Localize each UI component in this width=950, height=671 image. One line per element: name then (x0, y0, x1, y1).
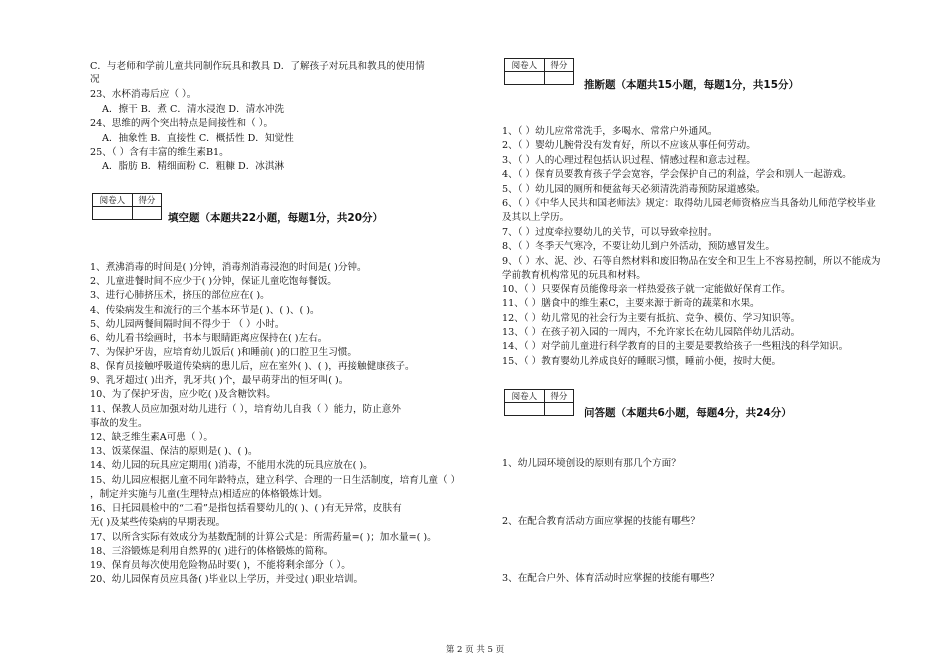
question-line: 24、思维的两个突出特点是间接性和（ ）。 (90, 118, 274, 129)
score-label: 得分 (544, 390, 573, 403)
question-option-line: A．擦干 B．煮 C．清水浸泡 D．清水冲洗 (102, 104, 285, 115)
fill-question: 19、保育员每次使用危险物品时要( )，不能将剩余部分（ ）。 (90, 560, 351, 571)
judgment-question: 15、（ ）教育婴幼儿养成良好的睡眠习惯，睡前小便，按时大便。 (502, 356, 782, 367)
page-number-footer: 第 2 页 共 5 页 (445, 645, 505, 655)
score-label: 得分 (544, 59, 573, 72)
fill-question-continued: 无( )及某些传染病的早期表现。 (90, 517, 226, 528)
fill-question: 12、缺乏维生素A可患（ ）。 (90, 432, 213, 443)
essay-question: 1、幼儿园环境创设的原则有那几个方面？ (502, 458, 681, 469)
section-title-fill-in: 填空题（本题共22小题，每题1分，共20分） (168, 212, 384, 224)
judgment-question: 11、（ ）膳食中的维生素C，主要来源于新奇的蔬菜和水果。 (502, 298, 760, 309)
section-title-essay: 问答题（本题共6小题，每题4分，共24分） (584, 407, 792, 419)
essay-question: 2、在配合教育活动方面应掌握的技能有哪些？ (502, 516, 700, 527)
reviewer-cell[interactable] (505, 72, 545, 85)
fill-question: 1、煮沸消毒的时间是( )分钟，消毒剂消毒浸泡的时间是( )分钟。 (90, 262, 367, 273)
fill-question: 20、幼儿园保育员应具备( )毕业以上学历，并受过( )职业培训。 (90, 574, 364, 585)
judgment-question: 12、（ ）幼儿常见的社会行为主要有抵抗、竞争、模仿、学习知识等。 (502, 313, 801, 324)
reviewer-cell[interactable] (93, 207, 133, 220)
question-line: 25、（ ）含有丰富的维生素B1。 (90, 147, 229, 158)
question-option-line: A．脂肪 B．精细面粉 C．粗糠 D．冰淇淋 (102, 161, 285, 172)
judgment-question: 6、（ ）《中华人民共和国老师法》规定：取得幼儿园老师资格应当具备幼儿师范学校毕业 (502, 198, 876, 209)
fill-question: 9、乳牙超过( )出齐，乳牙共( )个，最早萌芽出的恒牙叫( )。 (90, 375, 349, 386)
fill-question-continued: 事故的发生。 (90, 418, 148, 429)
fill-question: 6、幼儿看书绘画时，书本与眼睛距离应保持在( )左右。 (90, 333, 328, 344)
judgment-question: 13、（ ）在孩子初入园的一周内，不允许家长在幼儿园陪伴幼儿活动。 (502, 327, 801, 338)
fill-question: 7、为保护牙齿，应培育幼儿饭后( )和睡前( )的口腔卫生习惯。 (90, 347, 358, 358)
question-option-line: C．与老师和学前儿童共同制作玩具和教具 D．了解孩子对玩具和教具的使用情 (90, 61, 425, 72)
question-option-line: 况 (90, 74, 100, 85)
score-box (92, 193, 162, 220)
fill-question-continued: ，制定并实施与儿童(生理特点)相适应的体格锻炼计划。 (90, 489, 328, 500)
fill-question: 8、保育员接触呼吸道传染病的患儿后，应在室外( )、( )，再接触健康孩子。 (90, 361, 415, 372)
score-cell[interactable] (544, 403, 573, 416)
fill-question: 4、传染病发生和流行的三个基本环节是( )、( )、( )。 (90, 305, 320, 316)
judgment-question: 10、（ ）只要保育员能像母亲一样热爱孩子就一定能做好保育工作。 (502, 284, 791, 295)
judgment-question: 14、（ ）对学前儿童进行科学教育的目的主要是要教给孩子一些粗浅的科学知识。 (502, 341, 849, 352)
fill-question: 2、儿童进餐时间不应少于( )分钟，保证儿童吃饱每餐饭。 (90, 276, 337, 287)
score-box (504, 58, 574, 85)
fill-question: 15、幼儿园应根据儿童不同年龄特点，建立科学、合理的一日生活制度，培育儿童（ ） (90, 475, 461, 486)
judgment-question: 7、（ ）过度牵拉婴幼儿的关节，可以导致牵拉肘。 (502, 227, 718, 238)
fill-question: 16、日托园晨检中的“二看”是指包括看婴幼儿的( )、( )有无异常，皮肤有 (90, 503, 402, 514)
judgment-question: 9、（ ）水、泥、沙、石等自然材料和废旧物品在安全和卫生上不容易控制，所以不能成为 (502, 256, 881, 267)
fill-question: 5、幼儿园两餐间隔时间不得少于 （ ）小时。 (90, 319, 285, 330)
reviewer-label: 阅卷人 (505, 390, 545, 403)
reviewer-cell[interactable] (505, 403, 545, 416)
judgment-question: 3、（ ）人的心理过程包括认识过程、情感过程和意志过程。 (502, 155, 756, 166)
judgment-question: 4、（ ）保育员要教育孩子学会宽容，学会保护自己的利益，学会和别人一起游戏。 (502, 169, 852, 180)
question-line: 23、水杯消毒后应（ ）。 (90, 89, 197, 100)
reviewer-label: 阅卷人 (505, 59, 545, 72)
judgment-question-continued: 学前教育机构常见的玩具和材料。 (502, 270, 646, 281)
fill-question: 13、饭菜保温、保洁的原则是( )、( )。 (90, 446, 258, 457)
score-box (504, 389, 574, 416)
judgment-question: 2、（ ）婴幼儿腕骨没有发育好，所以不应该从事任何劳动。 (502, 140, 756, 151)
reviewer-label: 阅卷人 (93, 194, 133, 207)
fill-question: 3、进行心肺挤压术，挤压的部位应在( )。 (90, 290, 270, 301)
judgment-question: 5、（ ）幼儿园的厕所和便盆每天必须清洗消毒预防尿道感染。 (502, 184, 766, 195)
fill-question: 17、以所含实际有效成分为基数配制的计算公式是：所需药量=( )；加水量=( )。 (90, 532, 437, 543)
score-cell[interactable] (132, 207, 161, 220)
fill-question: 11、保教人员应加强对幼儿进行（ ），培育幼儿自我（ ）能力，防止意外 (90, 404, 401, 415)
fill-question: 18、三浴锻炼是利用自然界的( )进行的体格锻炼的简称。 (90, 546, 334, 557)
essay-question: 3、在配合户外、体育活动时应掌握的技能有哪些？ (502, 573, 720, 584)
score-cell[interactable] (544, 72, 573, 85)
fill-question: 14、幼儿园的玩具应定期用( )消毒，不能用水洗的玩具应放在( )。 (90, 460, 373, 471)
score-label: 得分 (132, 194, 161, 207)
fill-question: 10、为了保护牙齿，应少吃( )及含糖饮料。 (90, 389, 276, 400)
judgment-question-continued: 及其以上学历。 (502, 212, 570, 223)
section-title-judgment: 推断题（本题共15小题，每题1分，共15分） (584, 79, 800, 91)
question-option-line: A．抽象性 B．直接性 C．概括性 D．知觉性 (102, 133, 294, 144)
judgment-question: 8、（ ）冬季天气寒冷，不要让幼儿到户外活动，预防感冒发生。 (502, 241, 775, 252)
judgment-question: 1、（ ）幼儿应常常洗手，多喝水、常常户外通风。 (502, 126, 718, 137)
